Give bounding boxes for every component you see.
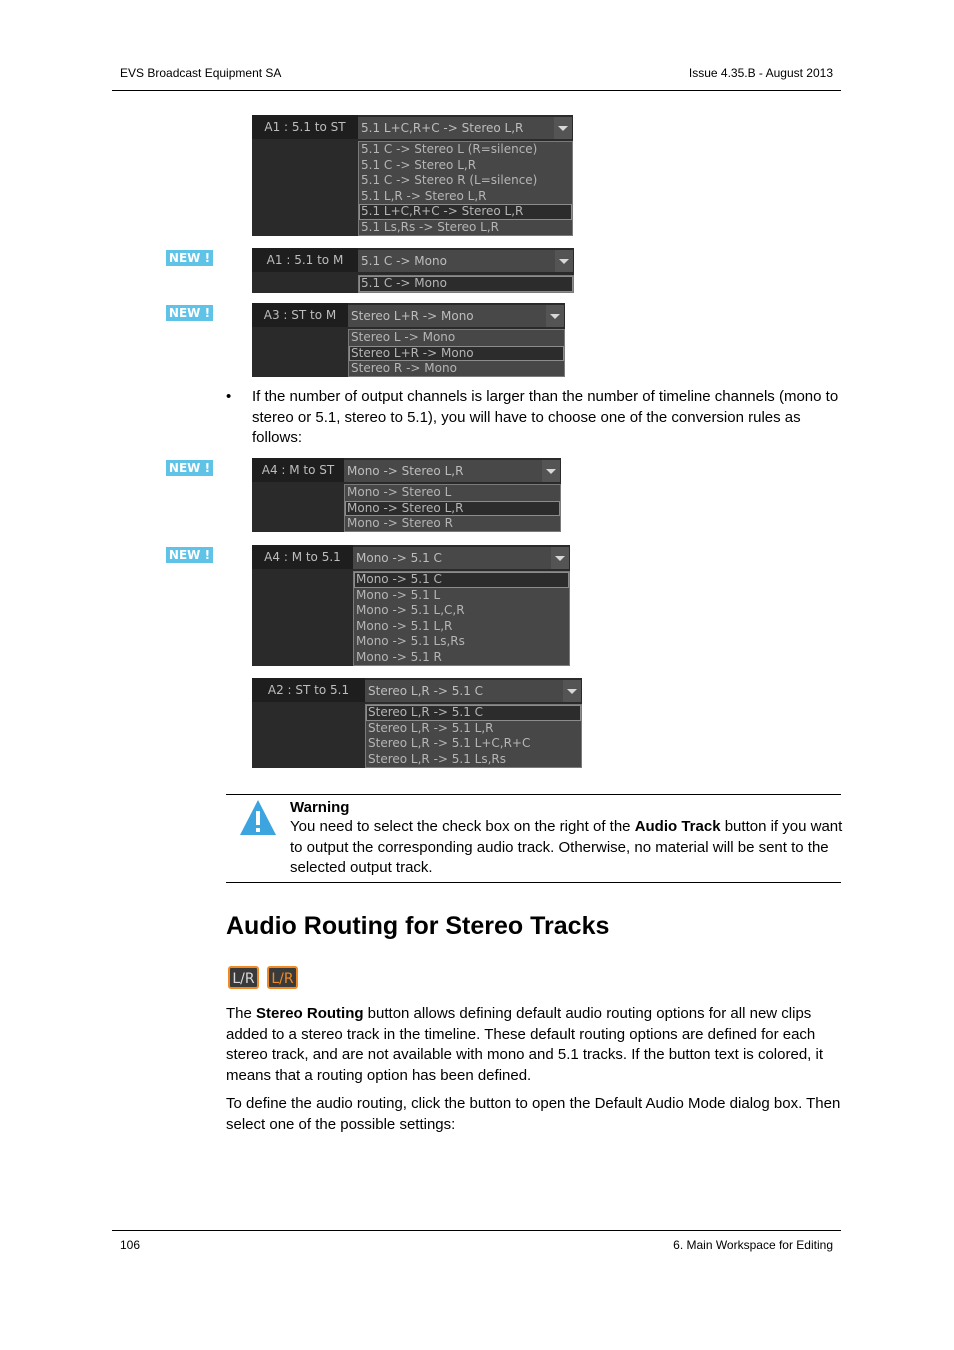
footer-rule xyxy=(112,1230,841,1231)
new-badge: NEW ! xyxy=(166,547,213,563)
dropdown-selected[interactable]: Mono -> 5.1 C xyxy=(353,547,551,569)
dropdown-option[interactable]: Mono -> 5.1 L xyxy=(356,587,441,602)
chevron-down-icon[interactable] xyxy=(546,305,564,327)
bullet-marker: • xyxy=(226,388,232,405)
chevron-down-icon[interactable] xyxy=(563,680,581,702)
footer-section: 6. Main Workspace for Editing xyxy=(673,1238,833,1252)
dropdown-label: A4 : M to 5.1 xyxy=(252,545,353,569)
dropdown-option[interactable]: Mono -> 5.1 R xyxy=(356,649,442,664)
stereo-routing-button-plain[interactable]: L/R xyxy=(228,966,259,989)
dropdown-selected[interactable]: 5.1 L+C,R+C -> Stereo L,R xyxy=(358,117,554,139)
dropdown-selected[interactable]: Mono -> Stereo L,R xyxy=(344,460,542,482)
header-right: Issue 4.35.B - August 2013 xyxy=(688,66,833,80)
header-left: EVS Broadcast Equipment SA xyxy=(120,66,282,80)
dropdown-option-selected[interactable]: Stereo L,R -> 5.1 C xyxy=(366,705,581,721)
dropdown-selected[interactable]: Stereo L,R -> 5.1 C xyxy=(365,680,563,702)
dropdown-label: A2 : ST to 5.1 xyxy=(252,678,365,702)
dropdown-option[interactable]: Mono -> 5.1 Ls,Rs xyxy=(356,634,465,649)
warning-text-before: You need to select the check box on the right of the xyxy=(290,818,635,835)
chevron-down-icon[interactable] xyxy=(551,547,569,569)
dropdown-option[interactable]: Mono -> Stereo L xyxy=(347,485,452,499)
para1-before: The xyxy=(226,1005,257,1022)
dropdown-option[interactable]: Stereo L,R -> 5.1 L,R xyxy=(368,720,494,735)
dropdown-a3-st-to-m xyxy=(252,303,565,377)
dropdown-list xyxy=(365,704,582,768)
dropdown-list xyxy=(358,275,574,293)
dropdown-option-selected[interactable]: Mono -> 5.1 C xyxy=(354,572,569,588)
warning-top-rule xyxy=(226,794,841,795)
dropdown-option[interactable]: 5.1 C -> Stereo R (L=silence) xyxy=(361,173,538,188)
para1-after: button allows defining default audio routing options for all new clips added to a stereo track in the timeline. These default routing options are defined for each stereo track, and are not available with mono and 5.1 tracks. If the button text is colored, it means that a routing option has been defined. xyxy=(226,1005,823,1084)
dropdown-a4-m-to-st xyxy=(252,458,561,532)
dropdown-list xyxy=(344,484,561,532)
dropdown-option-selected[interactable]: Mono -> Stereo L,R xyxy=(345,501,560,517)
stereo-routing-button-colored[interactable]: L/R xyxy=(267,966,298,989)
dropdown-option[interactable]: 5.1 Ls,Rs -> Stereo L,R xyxy=(361,219,500,234)
header-rule xyxy=(112,90,841,91)
warning-bottom-rule xyxy=(226,882,841,883)
dropdown-option[interactable]: 5.1 C -> Stereo L,R xyxy=(361,157,477,172)
dropdown-option[interactable]: 5.1 L,R -> Stereo L,R xyxy=(361,188,487,203)
bullet-text: If the number of output channels is larger than the number of timeline channels (mono to stereo or 5.1, stereo to 5.1), you will have to choose one of the conversion rules as follows: xyxy=(252,388,839,446)
warning-icon xyxy=(239,799,277,836)
dropdown-option-selected[interactable]: 5.1 L+C,R+C -> Stereo L,R xyxy=(359,204,572,220)
dropdown-list xyxy=(358,141,573,236)
dropdown-option-selected[interactable]: Stereo L+R -> Mono xyxy=(349,346,564,362)
para1-bold: Stereo Routing xyxy=(256,1005,364,1022)
dropdown-option[interactable]: Mono -> 5.1 L,C,R xyxy=(356,603,465,618)
dropdown-option[interactable]: Stereo R -> Mono xyxy=(351,361,457,376)
dropdown-label: A1 : 5.1 to ST xyxy=(252,115,358,139)
dropdown-option-selected[interactable]: 5.1 C -> Mono xyxy=(359,276,573,292)
dropdown-option[interactable]: Mono -> 5.1 L,R xyxy=(356,618,453,633)
dropdown-a4-m-to-51 xyxy=(252,545,570,666)
warning-title: Warning xyxy=(290,799,350,816)
paragraph-stereo-routing xyxy=(226,1004,846,1086)
warning-text-after: button if you want to output the corresponding audio track. Otherwise, no material will be sent to the selected output track. xyxy=(290,818,843,876)
dropdown-label: A3 : ST to M xyxy=(252,303,348,327)
dropdown-label: A1 : 5.1 to M xyxy=(252,248,358,272)
warning-text-bold: Audio Track xyxy=(634,818,721,835)
dropdown-list xyxy=(348,329,565,377)
paragraph-define-routing: To define the audio routing, click the button to open the Default Audio Mode dialog box. Then select one of the possible settings: xyxy=(226,1095,841,1133)
warning-text xyxy=(290,817,843,879)
dropdown-selected[interactable]: Stereo L+R -> Mono xyxy=(348,305,546,327)
dropdown-a2-st-to-51 xyxy=(252,678,582,768)
chevron-down-icon[interactable] xyxy=(554,117,572,139)
new-badge: NEW ! xyxy=(166,460,213,476)
new-badge: NEW ! xyxy=(166,305,213,321)
dropdown-a1-51-to-m xyxy=(252,248,574,293)
chevron-down-icon[interactable] xyxy=(555,250,573,272)
chevron-down-icon[interactable] xyxy=(542,460,560,482)
dropdown-option[interactable]: 5.1 C -> Stereo L (R=silence) xyxy=(361,142,538,156)
dropdown-option[interactable]: Stereo L,R -> 5.1 Ls,Rs xyxy=(368,751,507,766)
page-number: 106 xyxy=(120,1238,141,1252)
dropdown-a1-51-to-st xyxy=(252,115,573,236)
dropdown-option[interactable]: Stereo L -> Mono xyxy=(351,330,456,344)
dropdown-option[interactable]: Stereo L,R -> 5.1 L+C,R+C xyxy=(368,736,531,751)
dropdown-selected[interactable]: 5.1 C -> Mono xyxy=(358,250,555,272)
dropdown-label: A4 : M to ST xyxy=(252,458,344,482)
new-badge: NEW ! xyxy=(166,250,213,266)
dropdown-list xyxy=(353,571,570,666)
section-title: Audio Routing for Stereo Tracks xyxy=(226,912,610,940)
dropdown-option[interactable]: Mono -> Stereo R xyxy=(347,516,453,531)
